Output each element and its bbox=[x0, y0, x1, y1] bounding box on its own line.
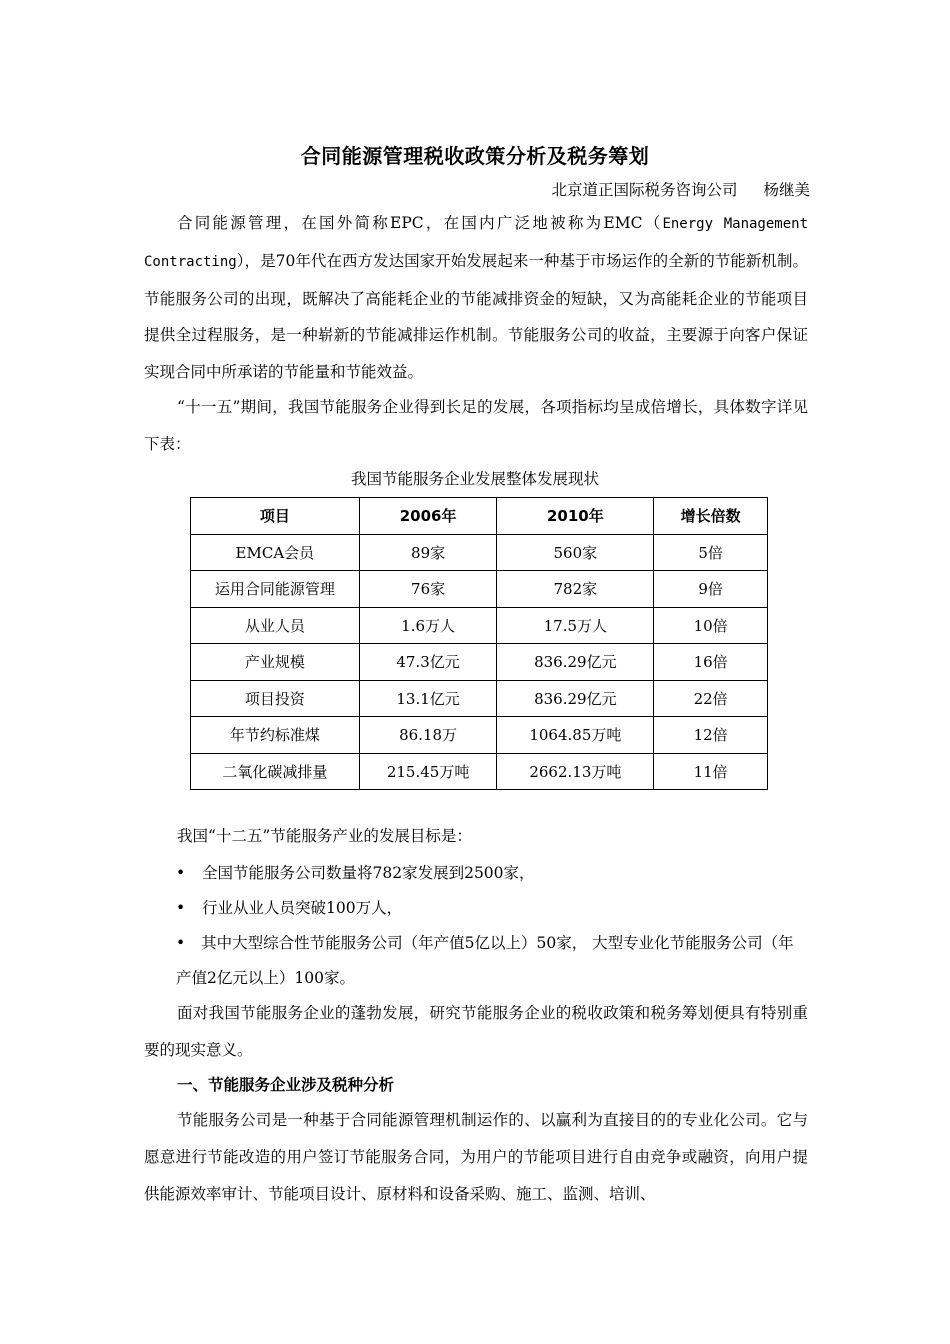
table-cell: 二氧化碳减排量 bbox=[191, 753, 360, 790]
table-cell: 47.3亿元 bbox=[359, 644, 497, 681]
development-table bbox=[190, 497, 768, 790]
header-item: 项目 bbox=[191, 498, 360, 535]
table-cell: 1.6万人 bbox=[359, 607, 497, 644]
table-cell: 836.29亿元 bbox=[497, 644, 654, 681]
table-row bbox=[191, 534, 768, 571]
header-2006: 2006年 bbox=[359, 498, 497, 535]
table-row bbox=[191, 753, 768, 790]
author-name: 杨继美 bbox=[763, 181, 810, 199]
list-item bbox=[176, 891, 808, 926]
table-row bbox=[191, 717, 768, 754]
table-cell: 2662.13万吨 bbox=[497, 753, 654, 790]
author-org: 北京道正国际税务咨询公司 bbox=[551, 181, 738, 199]
goal-text: 其中大型综合性节能服务公司（年产值5亿以上）50家， 大型专业化节能服务公司（年产值2亿元以上）100家。 bbox=[176, 934, 794, 987]
intro-p1-part-c: ），是70年代在西方发达国家开始发展起来一种基于市场运作的全新的节能新机制。节能服务公司的出现，既解决了高能耗企业的节能减排资金的短缺，又为高能耗企业的节能项目提供全过程服务，是一种崭新的节能减排运作机制。节能服务公司的收益，主要源于向客户保证实现合同中所承诺的节能量和节能效益。 bbox=[144, 251, 808, 382]
bullet-icon: • bbox=[176, 864, 186, 882]
table-cell: 782家 bbox=[497, 571, 654, 608]
section-heading: 一、节能服务企业涉及税种分析 bbox=[177, 1076, 395, 1094]
goal-text: 全国节能服务公司数量将782家发展到2500家， bbox=[202, 864, 535, 882]
table-cell: 5倍 bbox=[654, 534, 768, 571]
table-cell: 1064.85万吨 bbox=[497, 717, 654, 754]
table-cell: 10倍 bbox=[654, 607, 768, 644]
document-title: 合同能源管理税收政策分析及税务筹划 bbox=[300, 144, 650, 168]
table-cell: 836.29亿元 bbox=[497, 680, 654, 717]
table-cell: 9倍 bbox=[654, 571, 768, 608]
table-cell: 76家 bbox=[359, 571, 497, 608]
table-cell: 215.45万吨 bbox=[359, 753, 497, 790]
goal-text: 行业从业人员突破100万人， bbox=[202, 899, 403, 917]
intro-paragraph-1 bbox=[144, 205, 808, 391]
intro-p1-english: Energy Management Contracting bbox=[144, 216, 808, 270]
table-row bbox=[191, 644, 768, 681]
table-cell: EMCA会员 bbox=[191, 534, 360, 571]
section-paragraph: 节能服务公司是一种基于合同能源管理机制运作的、以赢利为直接目的的专业化公司。它与愿意进行节能改造的用户签订节能服务合同，为用户的节能项目进行自由竞争或融资，向用户提供能源效率审计、节能项目设计、原材料和设备采购、施工、监测、培训、 bbox=[144, 1111, 808, 1203]
table-cell: 年节约标准煤 bbox=[191, 717, 360, 754]
list-item bbox=[176, 926, 808, 996]
intro-p1-part-a: 合同能源管理，在国外简称EPC，在国内广泛地被称为EMC（ bbox=[177, 214, 663, 232]
table-cell: 产业规模 bbox=[191, 644, 360, 681]
table-cell: 560家 bbox=[497, 534, 654, 571]
bullet-icon: • bbox=[176, 934, 186, 952]
table-cell: 运用合同能源管理 bbox=[191, 571, 360, 608]
table-cell: 86.18万 bbox=[359, 717, 497, 754]
table-cell: 从业人员 bbox=[191, 607, 360, 644]
header-growth: 增长倍数 bbox=[654, 498, 768, 535]
table-cell: 项目投资 bbox=[191, 680, 360, 717]
list-item bbox=[176, 856, 808, 891]
author-line bbox=[551, 178, 810, 200]
header-2010: 2010年 bbox=[497, 498, 654, 535]
table-cell: 22倍 bbox=[654, 680, 768, 717]
table-row bbox=[191, 680, 768, 717]
table-row bbox=[191, 607, 768, 644]
table-header-row bbox=[191, 498, 768, 535]
goals-lead: 我国“十二五”节能服务产业的发展目标是： bbox=[177, 827, 472, 845]
intro-paragraph-2: “十一五”期间，我国节能服务企业得到长足的发展，各项指标均呈成倍增长，具体数字详见下表： bbox=[144, 398, 808, 453]
table-caption: 我国节能服务企业发展整体发展现状 bbox=[350, 470, 599, 488]
table-row bbox=[191, 571, 768, 608]
table-cell: 17.5万人 bbox=[497, 607, 654, 644]
goals-list bbox=[176, 856, 808, 996]
table-cell: 11倍 bbox=[654, 753, 768, 790]
table-cell: 12倍 bbox=[654, 717, 768, 754]
table-cell: 13.1亿元 bbox=[359, 680, 497, 717]
significance-paragraph: 面对我国节能服务企业的蓬勃发展，研究节能服务企业的税收政策和税务筹划便具有特别重要的现实意义。 bbox=[144, 1004, 808, 1059]
table-cell: 16倍 bbox=[654, 644, 768, 681]
table-cell: 89家 bbox=[359, 534, 497, 571]
bullet-icon: • bbox=[176, 899, 186, 917]
